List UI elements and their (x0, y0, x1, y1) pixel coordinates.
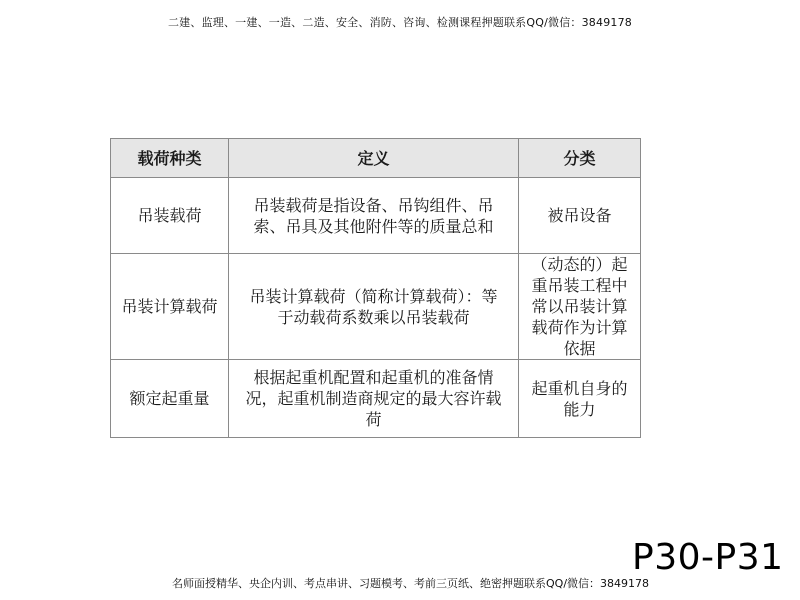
page-label: P30-P31 (632, 537, 784, 578)
cell-load-type: 额定起重量 (111, 360, 229, 438)
bottom-banner: 名师面授精华、央企内训、考点串讲、习题模考、考前三页纸、绝密押题联系QQ/微信：3849178 (172, 577, 650, 590)
table-header-row (111, 139, 641, 178)
cell-definition: 吊装载荷是指设备、吊钩组件、吊索、吊具及其他附件等的质量总和 (229, 178, 519, 254)
cell-definition: 根据起重机配置和起重机的准备情况，起重机制造商规定的最大容许载荷 (229, 360, 519, 438)
header-load-type: 载荷种类 (111, 139, 229, 178)
table-row (111, 254, 641, 360)
load-definition-table (110, 138, 641, 438)
cell-load-type: 吊装计算载荷 (111, 254, 229, 360)
table-row (111, 178, 641, 254)
cell-category: （动态的）起重吊装工程中常以吊装计算载荷作为计算依据 (519, 254, 641, 360)
table-row (111, 360, 641, 438)
cell-definition: 吊装计算载荷（简称计算载荷）：等于动载荷系数乘以吊装载荷 (229, 254, 519, 360)
top-banner: 二建、监理、一建、一造、二造、安全、消防、咨询、检测课程押题联系QQ/微信：3849178 (167, 16, 632, 29)
cell-category: 被吊设备 (519, 178, 641, 254)
header-definition: 定义 (229, 139, 519, 178)
cell-load-type: 吊装载荷 (111, 178, 229, 254)
cell-category: 起重机自身的能力 (519, 360, 641, 438)
header-category: 分类 (519, 139, 641, 178)
